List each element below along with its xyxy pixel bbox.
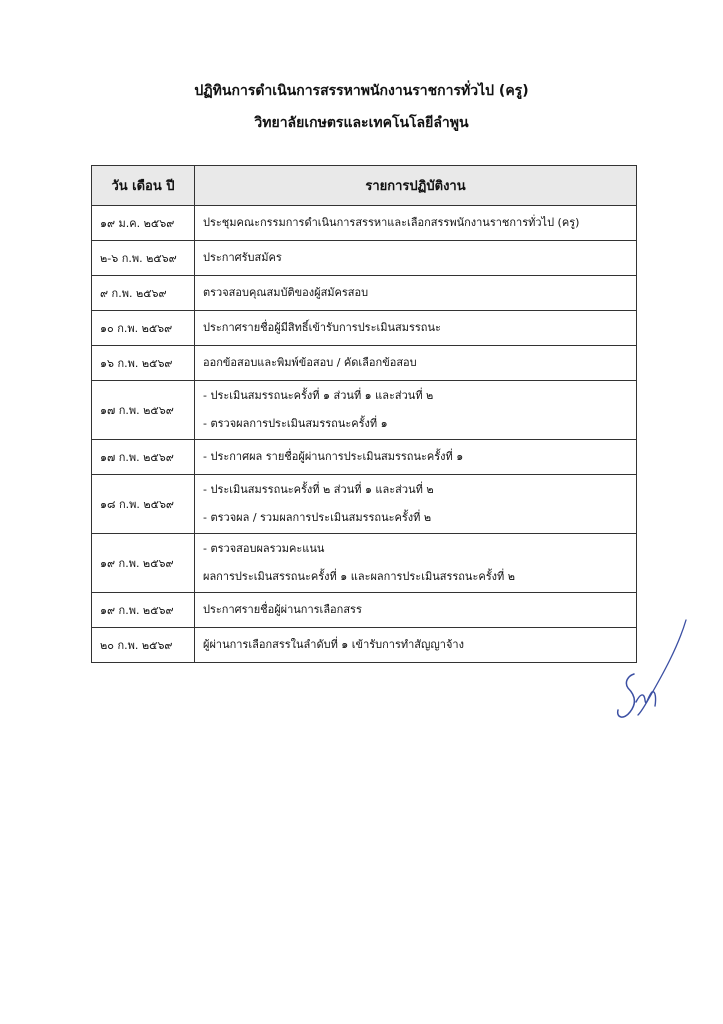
task-line: ผลการประเมินสรรถนะครั้งที่ ๑ และผลการประเมินสรรถนะครั้งที่ ๒ <box>203 570 515 583</box>
task-line: - ตรวจผล / รวมผลการประเมินสมรรถนะครั้งที่ ๒ <box>203 511 432 524</box>
header-task: รายการปฏิบัติงาน <box>195 166 637 206</box>
table-row <box>92 346 637 381</box>
row-task <box>195 475 637 534</box>
row-date: ๑๙ ก.พ. ๒๕๖๙ <box>92 593 195 628</box>
table-row <box>92 206 637 241</box>
table-row <box>92 440 637 475</box>
task-line: ประชุมคณะกรรมการดำเนินการสรรหาและเลือกสรรพนักงานราชการทั่วไป (ครู) <box>203 216 580 229</box>
task-line: - ประเมินสมรรถนะครั้งที่ ๑ ส่วนที่ ๑ และส่วนที่ ๒ <box>203 389 434 402</box>
row-task <box>195 381 637 440</box>
row-task <box>195 241 637 276</box>
task-line: - ประกาศผล รายชื่อผู้ผ่านการประเมินสมรรถนะครั้งที่ ๑ <box>203 450 464 463</box>
header-date: วัน เดือน ปี <box>92 166 195 206</box>
table-header-row <box>92 166 637 206</box>
task-line: - ตรวจผลการประเมินสมรรถนะครั้งที่ ๑ <box>203 417 388 430</box>
row-task <box>195 628 637 663</box>
row-task <box>195 346 637 381</box>
task-line: ตรวจสอบคุณสมบัติของผู้สมัครสอบ <box>203 286 369 299</box>
row-date: ๑๘ ก.พ. ๒๕๖๙ <box>92 475 195 534</box>
task-line: ประกาศรายชื่อผู้มีสิทธิ์เข้ารับการประเมินสมรรถนะ <box>203 321 441 334</box>
table-row <box>92 381 637 440</box>
row-task <box>195 534 637 593</box>
row-task <box>195 276 637 311</box>
task-line: ประกาศรายชื่อผู้ผ่านการเลือกสรร <box>203 603 362 616</box>
row-date: ๑๖ ก.พ. ๒๕๖๙ <box>92 346 195 381</box>
task-line: - ตรวจสอบผลรวมคะแนน <box>203 542 325 555</box>
signature-icon <box>608 612 698 742</box>
row-task <box>195 206 637 241</box>
table-row <box>92 241 637 276</box>
row-date: ๒-๖ ก.พ. ๒๕๖๙ <box>92 241 195 276</box>
document-title: ปฏิทินการดำเนินการสรรหาพนักงานราชการทั่วไป (ครู) <box>194 83 529 99</box>
task-line: - ประเมินสมรรถนะครั้งที่ ๒ ส่วนที่ ๑ และส่วนที่ ๒ <box>203 483 434 496</box>
task-line: ผู้ผ่านการเลือกสรรในลำดับที่ ๑ เข้ารับการทำสัญญาจ้าง <box>203 638 464 651</box>
document-subtitle: วิทยาลัยเกษตรและเทคโนโลยีลำพูน <box>254 115 469 131</box>
row-date: ๑๙ ก.พ. ๒๕๖๙ <box>92 534 195 593</box>
row-date: ๑๐ ก.พ. ๒๕๖๙ <box>92 311 195 346</box>
table-row <box>92 534 637 593</box>
table-row <box>92 276 637 311</box>
row-date: ๑๙ ม.ค. ๒๕๖๙ <box>92 206 195 241</box>
table-row <box>92 475 637 534</box>
row-date: ๑๗ ก.พ. ๒๕๖๙ <box>92 381 195 440</box>
row-date: ๙ ก.พ. ๒๕๖๙ <box>92 276 195 311</box>
schedule-table <box>91 165 637 663</box>
row-date: ๑๗ ก.พ. ๒๕๖๙ <box>92 440 195 475</box>
row-task <box>195 440 637 475</box>
row-task <box>195 593 637 628</box>
task-line: ออกข้อสอบและพิมพ์ข้อสอบ / คัดเลือกข้อสอบ <box>203 356 417 369</box>
task-line: ประกาศรับสมัคร <box>203 251 282 264</box>
row-task <box>195 311 637 346</box>
table-row <box>92 628 637 663</box>
table-row <box>92 311 637 346</box>
row-date: ๒๐ ก.พ. ๒๕๖๙ <box>92 628 195 663</box>
table-row <box>92 593 637 628</box>
